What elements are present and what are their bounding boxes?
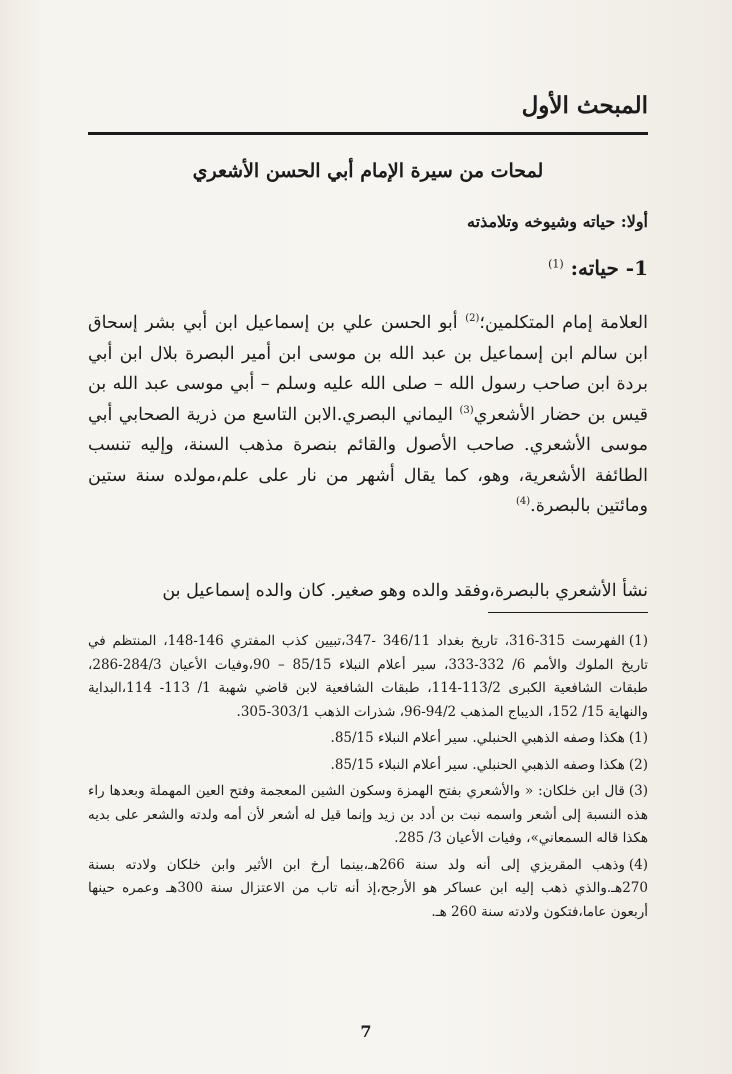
footnote-text: هكذا وصفه الذهبي الحنبلي. سير أعلام النبلاء 85/15. bbox=[330, 730, 625, 746]
footnote-number: (2) bbox=[628, 756, 648, 773]
biography-text-3: اليماني البصري.الابن التاسع من ذرية الصحابي أبي موسى الأشعري. صاحب الأصول والقائم بنصرة مذهب السنة، وإليه تنسب الطائفة الأشعرية، وهو، كما يقال أشهر من نار على علم،مولده سنة ستين ومائتين بالبصرة. bbox=[88, 404, 648, 516]
footnote-ref-4: (4) bbox=[515, 496, 531, 508]
page-number: 7 bbox=[360, 1022, 372, 1041]
footnote-text: قال ابن خلكان: « والأشعري بفتح الهمزة وسكون الشين المعجمة وفتح العين المهملة وبعدها راء هذه النسبة إلى أشعر واسمه نبت بن أدد بن زيد وإنما قيل له أشعر لأن أمه ولدته والشعر على بديه هكذا قاله السمعاني»، وفيات الأعيان 3/ 285. bbox=[88, 783, 648, 846]
footnote-ref-1: (1) bbox=[548, 257, 564, 271]
subject-title: لمحات من سيرة الإمام أبي الحسن الأشعري bbox=[192, 160, 544, 182]
biography-text-1: العلامة إمام المتكلمين؛ bbox=[479, 313, 649, 333]
footnote-number: (1) bbox=[628, 633, 648, 649]
footnote-text: وذهب المقريزي إلى أنه ولد سنة 266هـ،بينما أرخ ابن الأثير وابن خلكان ولادته بسنة 270هـ.والذي ذهب إليه ابن عساكر هو الأرجح،إذ أنه تاب من الاعتزال سنة 300هـ وعمره حينها أربعون عاما،فتكون ولادته سنة 260 هـ. bbox=[88, 856, 648, 920]
footnotes-list bbox=[88, 630, 648, 927]
section-title: المبحث الأول bbox=[521, 92, 648, 119]
footnote-divider bbox=[488, 612, 648, 613]
footnote-text: الفهرست 315-316، تاريخ بغداد 346/11 -347،تبيين كذب المفتري 146-148، المنتظم في تاريخ الملوك والأمم 6/ 332-333، سير أعلام النبلاء 85/15 – 90،وفيات الأعيان 284/3-286، طبقات الشافعية الكبرى 113/2-114، طبقات الشافعية لابن قاضي شهبة 1/ 113- 114،البداية والنهاية 15/ 152، الديباج المذهب 94/2-96، شذرات الذهب 303/1-305. bbox=[88, 633, 648, 720]
footnote-number: (4) bbox=[628, 856, 648, 873]
footnote-ref-2: (2) bbox=[465, 313, 480, 325]
footnote-item bbox=[88, 754, 648, 778]
subsection-title: أولا: حياته وشيوخه وتلامذته bbox=[467, 212, 648, 231]
continuation-paragraph: نشأ الأشعري بالبصرة،وفقد والده وهو صغير. كان والده إسماعيل بن bbox=[162, 581, 648, 601]
footnote-number: (1) bbox=[628, 730, 648, 746]
footnote-item bbox=[88, 727, 648, 751]
footnote-ref-3: (3) bbox=[459, 404, 474, 416]
life-heading bbox=[548, 256, 648, 280]
biography-paragraph bbox=[88, 308, 648, 522]
title-divider bbox=[88, 132, 648, 135]
life-heading-text: 1- حياته: bbox=[570, 256, 648, 280]
biography-text-2: أبو الحسن علي بن إسماعيل ابن أبي بشر إسحاق ابن سالم ابن إسماعيل بن عبد الله بن موسى ابن أمير البصرة بلال ابن أبي بردة ابن صاحب رسول الله – صلى الله عليه وسلم – أبي موسى عبد الله بن قيس بن حضار الأشعري bbox=[88, 313, 649, 425]
footnote-text: هكذا وصفه الذهبي الحنبلي. سير أعلام النبلاء 85/15. bbox=[330, 756, 625, 773]
footnote-item bbox=[88, 630, 648, 724]
footnote-item bbox=[88, 780, 648, 851]
footnote-number: (3) bbox=[628, 783, 648, 799]
footnote-item bbox=[88, 854, 648, 925]
